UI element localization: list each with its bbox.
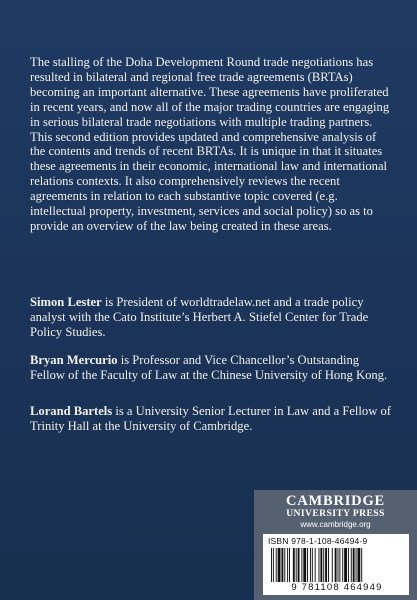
author-bio-text: is President of worldtradelaw.net and a trade policy analyst with the Cato Institute’s Herbert A. Stiefel Center for Trade Policy Studies.	[30, 295, 369, 339]
author-name: Simon Lester	[30, 295, 102, 309]
author-bio-text: is Professor and Vice Chancellor’s Outstanding Fellow of the Faculty of Law at the Chinese University of Hong Kong.	[30, 353, 388, 382]
author-name: Lorand Bartels	[30, 404, 113, 418]
barcode-icon	[271, 548, 401, 582]
author-bio-text: is a University Senior Lecturer in Law and a Fellow of Trinity Hall at the University of Cambridge.	[30, 404, 391, 433]
publisher-logo: CAMBRIDGE	[285, 493, 386, 509]
author-bio-mercurio	[30, 353, 392, 383]
author-name: Bryan Mercurio	[30, 353, 118, 367]
barcode-digits: 9 781108 464949	[291, 582, 383, 593]
publisher-subtitle: UNIVERSITY PRESS	[286, 508, 385, 519]
book-description: The stalling of the Doha Development Round trade negotiations has resulted in bilateral and regional free trade agreements (BRTAs) becoming an important alternative. These agreements have proliferated in recent years, and now all of the major trading countries are engaging in serious bilateral trade negotiations with multiple trading partners. This second edition provides updated and comprehensive analysis of the contents and trends of recent BRTAs. It is unique in that it situates these agreements in their economic, international law and international relations contexts. It also comprehensively reviews the recent agreements in relation to each substantive topic covered (e.g. intellectual property, investment, services and social policy) so as to provide an overview of the law being created in these areas.	[30, 55, 390, 233]
publisher-url: www.cambridge.org	[300, 520, 371, 529]
author-bio-lester	[30, 295, 392, 340]
author-bio-bartels	[30, 404, 392, 434]
isbn-number: ISBN 978-1-108-46494-9	[268, 536, 368, 546]
